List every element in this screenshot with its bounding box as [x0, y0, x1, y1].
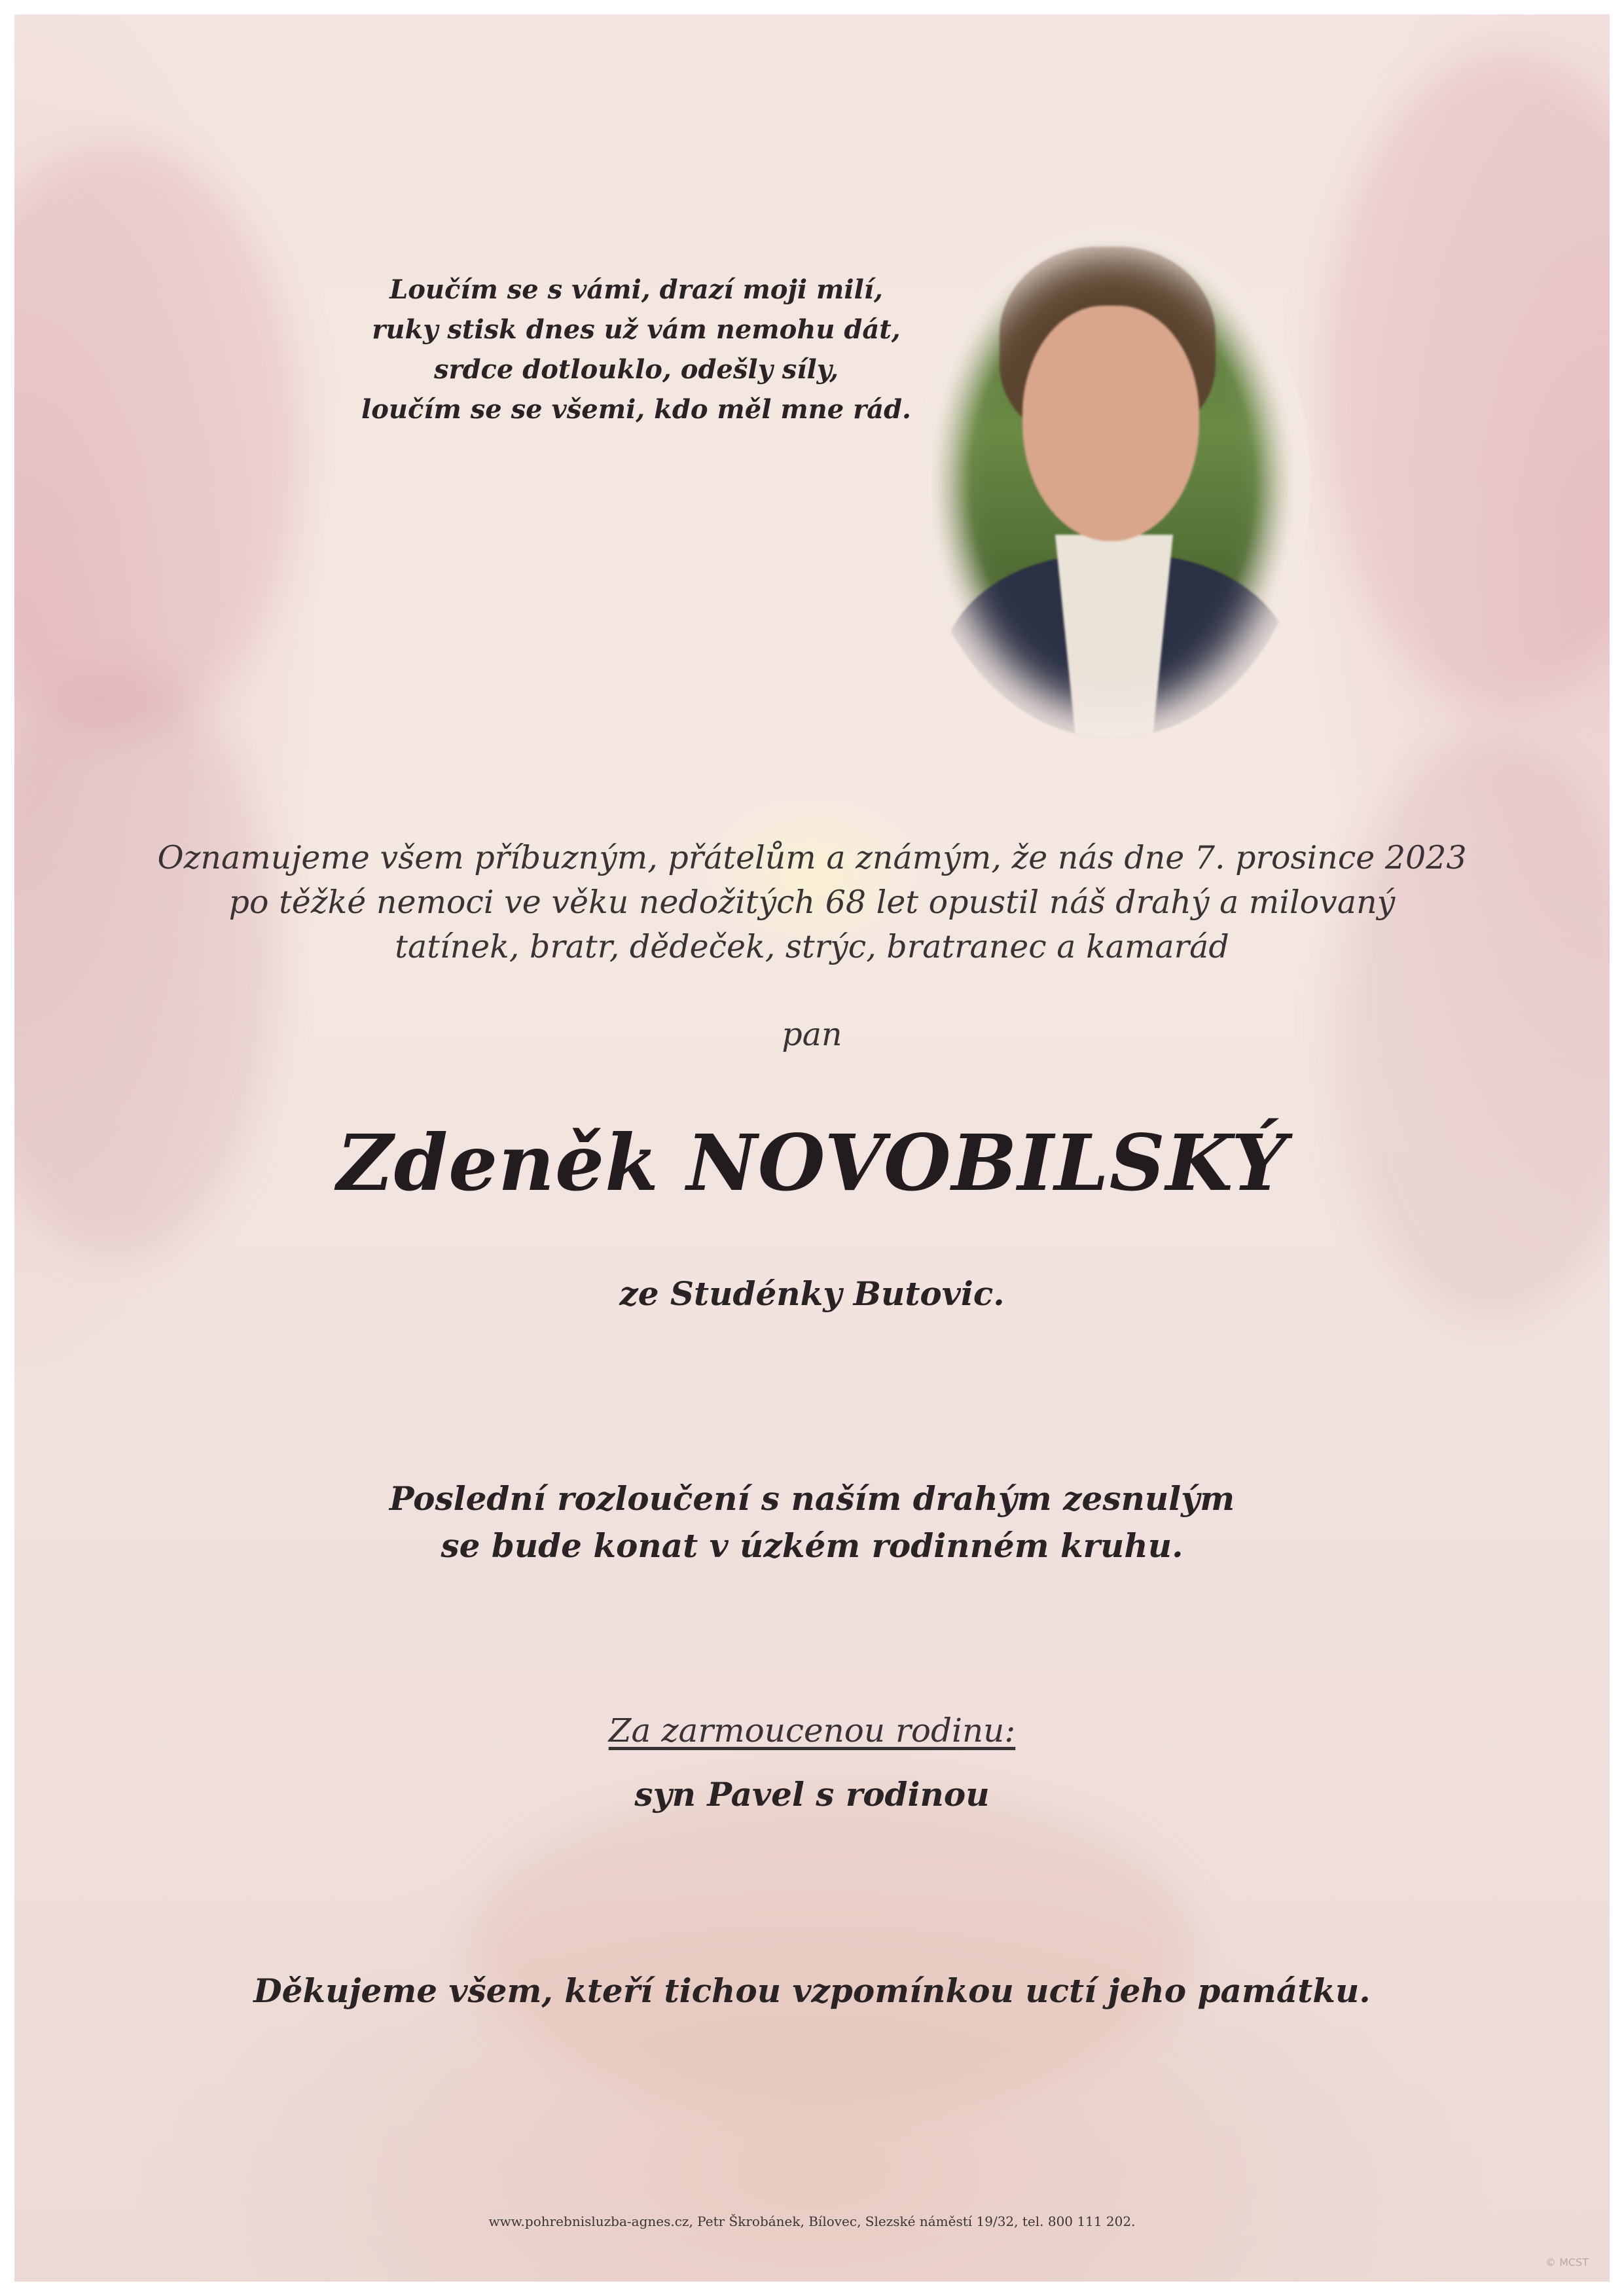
background-tree-right-top: [1322, 54, 1610, 708]
funeral-info: [14, 1475, 1610, 1570]
mourners-heading: Za zarmoucenou rodinu:: [608, 1712, 1016, 1749]
honorific: pan: [782, 1016, 842, 1053]
background-tree-left-top: [14, 145, 302, 734]
portrait-vignette: [914, 227, 1310, 738]
funeral-service-footer: www.pohrebnisluzba-agnes.cz, Petr Škrobánek, Bílovec, Slezské náměstí 19/32, tel. 800 111 202.: [488, 2214, 1136, 2229]
poem-line: srdce dotlouklo, odešly síly,: [433, 354, 839, 385]
funeral-info-line: se bude konat v úzkém rodinném kruhu.: [441, 1526, 1183, 1565]
deceased-name: Zdeněk NOVOBILSKÝ: [336, 1117, 1288, 1208]
origin: ze Studénky Butovic.: [619, 1274, 1005, 1313]
mourners: syn Pavel s rodinou: [634, 1775, 990, 1814]
death-announcement: [14, 836, 1610, 969]
thanks-line: Děkujeme všem, kteří tichou vzpomínkou uctí jeho památku.: [253, 1971, 1371, 2010]
portrait-photo: [914, 227, 1310, 738]
poem-line: ruky stisk dnes už vám nemohu dát,: [372, 314, 901, 345]
announcement-line: Oznamujeme všem příbuzným, přátelům a známým, že nás dne 7. prosince 2023: [157, 839, 1467, 876]
copyright-watermark: © MCST: [1545, 2256, 1589, 2269]
background-path: [473, 1782, 1193, 2109]
announcement-line: tatínek, bratr, dědeček, strýc, bratranec a kamarád: [395, 928, 1229, 965]
obituary-page: [14, 14, 1610, 2282]
poem-line: loučím se se všemi, kdo měl mne rád.: [361, 394, 911, 425]
funeral-info-line: Poslední rozloučení s naším drahým zesnulým: [389, 1479, 1235, 1518]
announcement-line: po těžké nemoci ve věku nedožitých 68 let opustil náš drahý a milovaný: [228, 884, 1396, 921]
poem-line: Loučím se s vámi, drazí moji milí,: [389, 274, 883, 305]
farewell-poem: [302, 270, 970, 429]
